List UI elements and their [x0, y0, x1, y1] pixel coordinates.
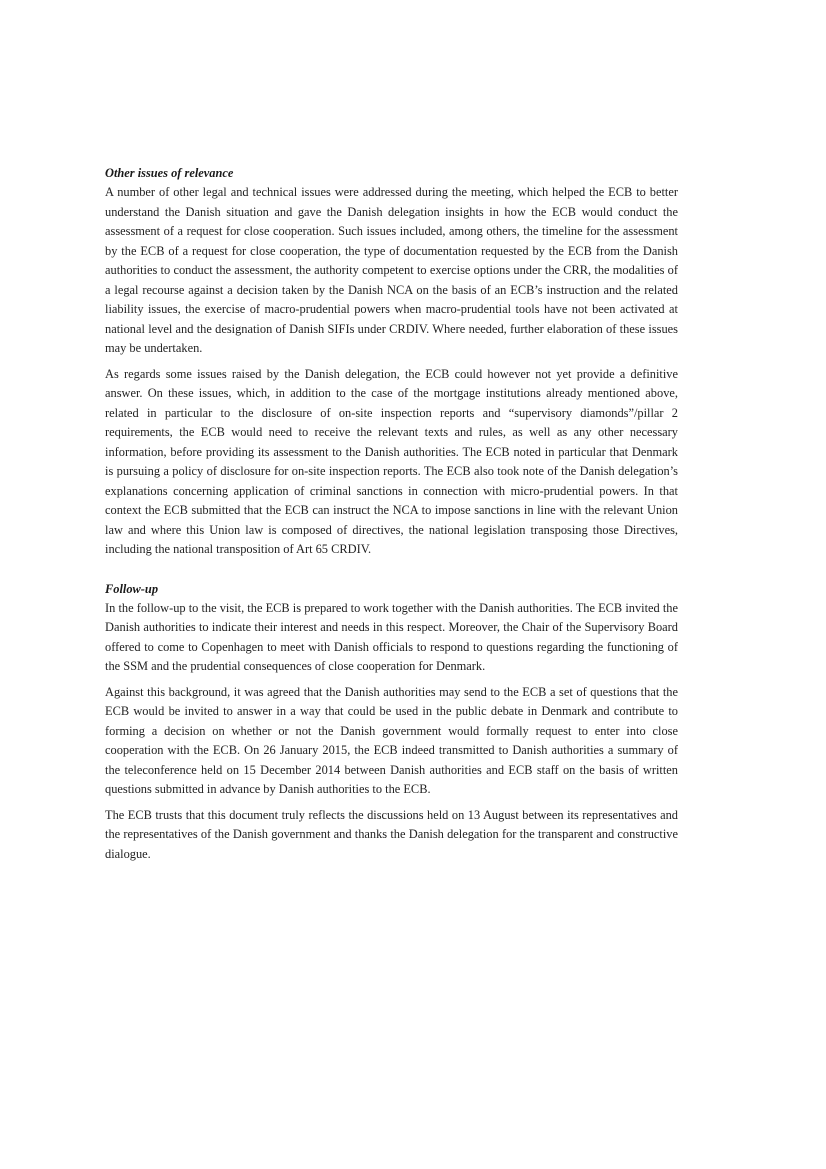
paragraph: The ECB trusts that this document truly reflects the discussions held on 13 August between its representatives and the representatives of the Danish government and thanks the Danish delegation for the transparent and constructive dialogue. — [105, 807, 678, 861]
section-divider-space — [105, 566, 678, 580]
section-follow-up — [105, 580, 678, 865]
paragraph: A number of other legal and technical issues were addressed during the meeting, which helped the ECB to better understand the Danish situation and gave the Danish delegation insights in how the ECB would conduct the assessment of a request for close cooperation. Such issues included, among others, the timeline for the assessment by the ECB of a request for close cooperation, the type of documentation requested by the ECB from the Danish authorities to conduct the assessment, the authority competent to exercise options under the CRR, the modalities of a legal recourse against a decision taken by the Danish NCA on the basis of an ECB’s instruction and the related liability issues, the exercise of macro-prudential powers when macro-prudential tools have not been activated at national level and the designation of Danish SIFIs under CRDIV. Where needed, further elaboration of these issues may be undertaken. — [105, 185, 678, 355]
document-body — [105, 164, 678, 870]
section-heading: Follow-up — [105, 581, 159, 596]
paragraph: As regards some issues raised by the Danish delegation, the ECB could however not yet provide a definitive answer. On these issues, which, in addition to the case of the mortgage institutions already mentioned above, related in particular to the disclosure of on-site inspection reports and “supervisory diamonds”/pillar 2 requirements, the ECB would need to receive the relevant texts and rules, as well as any other necessary information, before providing its assessment to the Danish authorities. The ECB noted in particular that Denmark is pursuing a policy of disclosure for on-site inspection reports. The ECB also took note of the Danish delegation’s explanations concerning application of criminal sanctions in connection with micro-prudential powers. In that context the ECB submitted that the ECB can instruct the NCA to impose sanctions in line with the relevant Union law and where this Union law is composed of directives, the national legislation transposing those Directives, including the national transposition of Art 65 CRDIV. — [105, 366, 678, 556]
paragraph: Against this background, it was agreed that the Danish authorities may send to the ECB a set of questions that the ECB would be invited to answer in a way that could be used in the public debate in Denmark and contribute to forming a decision on whether or not the Danish government would formally request to enter into close cooperation with the ECB. On 26 January 2015, the ECB indeed transmitted to Danish authorities a summary of the teleconference held on 15 December 2014 between Danish authorities and ECB staff on the basis of written questions submitted in advance by Danish authorities to the ECB. — [105, 684, 678, 796]
paragraph: In the follow-up to the visit, the ECB is prepared to work together with the Danish authorities. The ECB invited the Danish authorities to indicate their interest and needs in this respect. Moreover, the Chair of the Supervisory Board offered to come to Copenhagen to meet with Danish officials to respond to questions regarding the functioning of the SSM and the prudential consequences of close cooperation for Denmark. — [105, 600, 678, 673]
section-heading: Other issues of relevance — [105, 166, 234, 180]
section-other-issues — [105, 164, 678, 560]
